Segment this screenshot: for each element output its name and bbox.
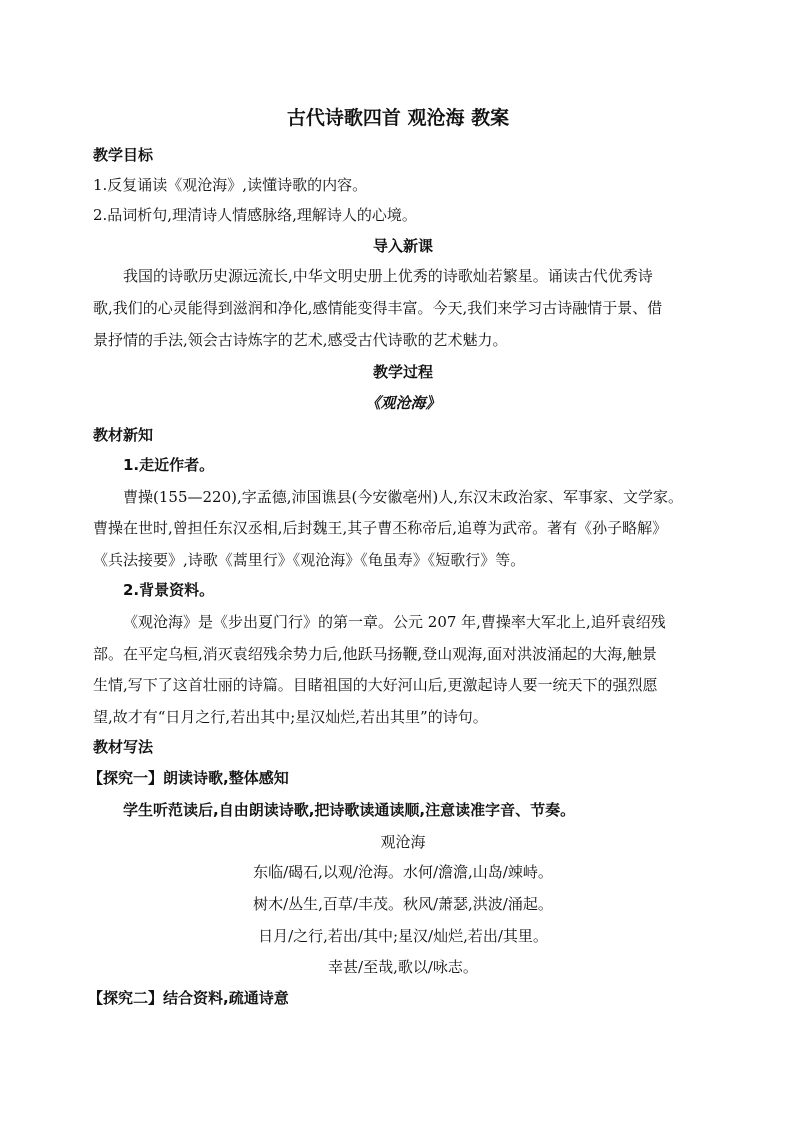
explore-two-tag: 【探究二】 [88, 989, 164, 1007]
intro-paragraph-line: 我国的诗歌历史源远流长,中华文明史册上优秀的诗歌灿若繁星。诵读古代优秀诗 [123, 267, 653, 285]
background-paragraph-line: 部。在平定乌桓,消灭袁绍残余势力后,他跃马扬鞭,登山观海,面对洪波涌起的大海,触景 [93, 645, 657, 663]
intro-paragraph-line: 歌,我们的心灵能得到滋润和净化,感情能变得丰富。今天,我们来学习古诗融情于景、借 [93, 299, 663, 317]
poem-line: 东临/碣石,以观/沧海。水何/澹澹,山岛/竦峙。 [253, 863, 553, 881]
background-paragraph-line: 望,故才有“日月之行,若出其中;星汉灿烂,若出其里”的诗句。 [93, 708, 488, 726]
process-subheading: 《观沧海》 [365, 394, 441, 412]
intro-heading: 导入新课 [372, 237, 433, 255]
author-paragraph-line: 曹操在世时,曾担任东汉丞相,后封魏王,其子曹丕称帝后,追尊为武帝。著有《孙子略解》 [93, 519, 668, 537]
document-title: 古代诗歌四首 观沧海 教案 [286, 107, 510, 129]
background-heading: 2.背景资料。 [123, 581, 215, 599]
author-paragraph-line: 曹操(155—220),字孟德,沛国谯县(今安徽亳州)人,东汉末政治家、军事家、文学家。 [123, 488, 683, 506]
explore-two-heading [88, 988, 708, 1008]
poem-line: 幸甚/至哉,歌以/咏志。 [328, 958, 478, 976]
explore-one-tag: 【探究一】 [88, 769, 164, 787]
author-heading: 1.走近作者。 [123, 456, 215, 474]
author-paragraph-line: 《兵法接要》,诗歌《蒿里行》《观沧海》《龟虽寿》《短歌行》等。 [93, 551, 526, 569]
poem-line: 树木/丛生,百草/丰茂。秋风/萧瑟,洪波/涌起。 [253, 895, 553, 913]
process-heading: 教学过程 [372, 363, 433, 381]
background-paragraph-line: 《观沧海》是《步出夏门行》的第一章。公元 207 年,曹操率大军北上,追歼袁绍残 [123, 613, 666, 631]
intro-paragraph-line: 景抒情的手法,领会古诗炼字的艺术,感受古代诗歌的艺术魅力。 [93, 331, 508, 349]
background-paragraph-line: 生情,写下了这首壮丽的诗篇。目睹祖国的大好河山后,更激起诗人要一统天下的强烈愿 [93, 676, 658, 694]
teaching-goals-heading: 教学目标 [93, 146, 154, 164]
explore-one-title: 朗读诗歌,整体感知 [163, 769, 289, 787]
new-knowledge-heading: 教材新知 [93, 426, 154, 444]
explore-one-instruction: 学生听范读后,自由朗读诗歌,把诗歌读通读顺,注意读准字音、节奏。 [123, 801, 576, 819]
writing-heading: 教材写法 [93, 738, 154, 756]
explore-one-heading [88, 768, 708, 788]
poem-title: 观沧海 [380, 833, 426, 851]
goal-item: 2.品词析句,理清诗人情感脉络,理解诗人的心境。 [93, 206, 417, 224]
explore-two-title: 结合资料,疏通诗意 [163, 989, 289, 1007]
poem-line: 日月/之行,若出/其中;星汉/灿烂,若出/其里。 [258, 927, 548, 945]
goal-item: 1.反复诵读《观沧海》,读懂诗歌的内容。 [93, 176, 368, 194]
